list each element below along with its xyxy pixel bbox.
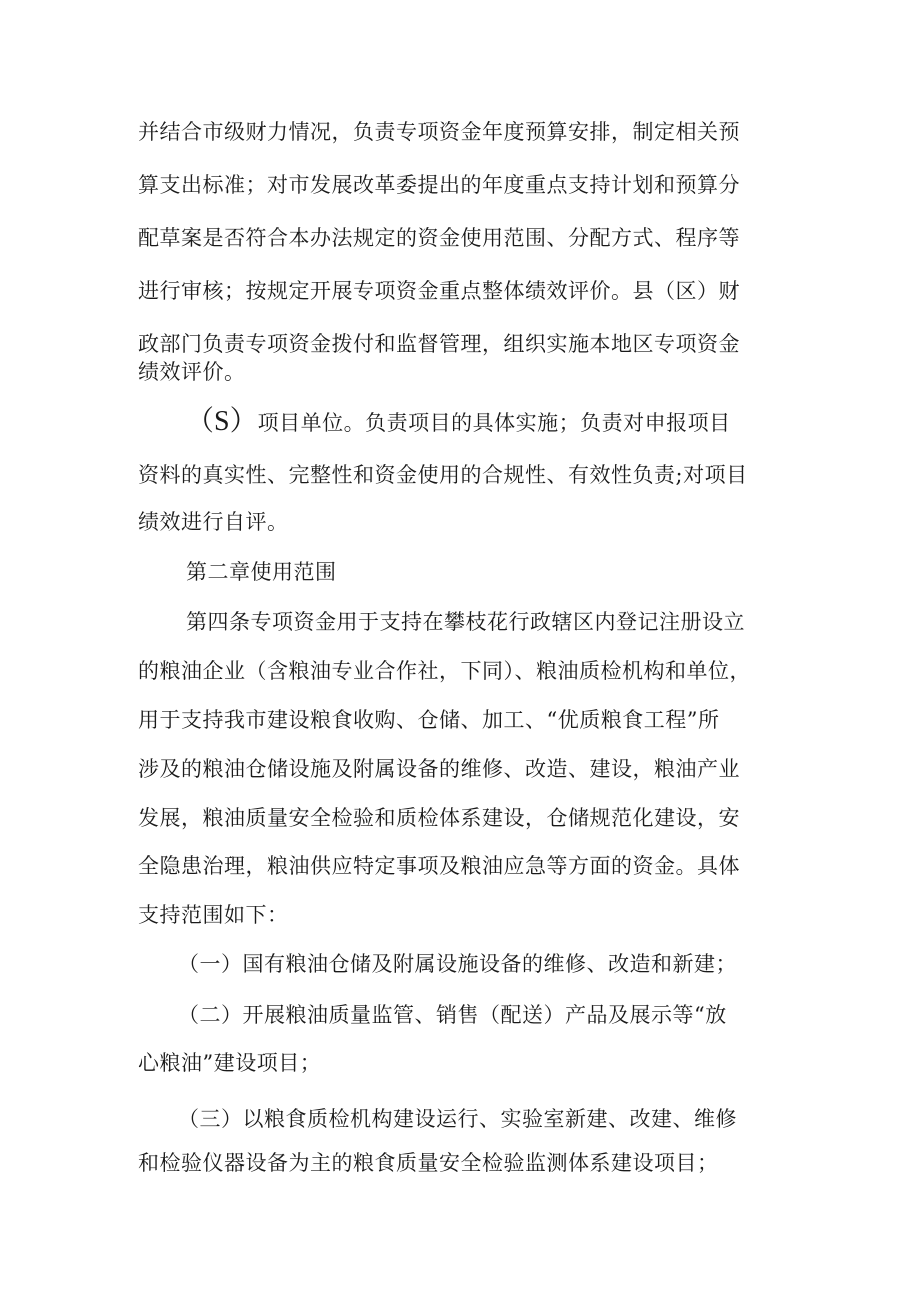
article-4-line-1: 第四条专项资金用于支持在攀枝花行政辖区内登记注册设立 bbox=[186, 610, 745, 634]
paragraph-2-line-1-text: 项目单位。负责项目的具体实施；负责对申报项目 bbox=[257, 411, 731, 435]
item-1-line-1: （一）国有粮油仓储及附属设施设备的维修、改造和新建； bbox=[178, 952, 737, 976]
article-4-line-7: 支持范围如下： bbox=[138, 903, 289, 927]
paragraph-1-line-3: 配草案是否符合本办法规定的资金使用范围、分配方式、程序等 bbox=[138, 226, 740, 250]
article-4-line-6: 全隐患治理，粮油供应特定事项及粮油应急等方面的资金。具体 bbox=[138, 854, 740, 878]
paragraph-1-line-4: 进行审核；按规定开展专项资金重点整体绩效评价。县（区）财 bbox=[138, 279, 740, 303]
paragraph-2-line-2: 资料的真实性、完整性和资金使用的合规性、有效性负责;对项目 bbox=[138, 463, 748, 487]
article-4-line-3: 用于支持我市建设粮食收购、仓储、加工、“优质粮食工程”所 bbox=[138, 708, 720, 732]
paragraph-2-line-1 bbox=[186, 408, 731, 437]
paragraph-2-line-3: 绩效进行自评。 bbox=[138, 510, 289, 534]
paragraph-1-line-1: 并结合市级财力情况，负责专项资金年度预算安排，制定相关预 bbox=[138, 120, 740, 144]
item-3-line-2: 和检验仪器设备为主的粮食质量安全检验监测体系建设项目； bbox=[138, 1151, 719, 1175]
paragraph-1-line-2: 算支出标准；对市发展改革委提出的年度重点支持计划和预算分 bbox=[138, 173, 740, 197]
chapter-heading: 第二章使用范围 bbox=[186, 560, 337, 584]
item-3-line-1: （三）以粮食质检机构建设运行、实验室新建、改建、维修 bbox=[178, 1107, 737, 1131]
paragraph-1-line-6: 绩效评价。 bbox=[138, 360, 246, 384]
article-4-line-2: 的粮油企业（含粮油专业合作社，下同）、粮油质检机构和单位， bbox=[138, 659, 751, 683]
item-2-line-1: （二）开展粮油质量监管、销售（配送）产品及展示等“放 bbox=[178, 1003, 727, 1027]
paragraph-1-line-5: 政部门负责专项资金拨付和监督管理，组织实施本地区专项资金 bbox=[138, 332, 740, 356]
article-4-line-4: 涉及的粮油仓储设施及附属设备的维修、改造、建设，粮油产业 bbox=[138, 757, 740, 781]
item-marker: （S） bbox=[186, 406, 258, 437]
item-2-line-2: 心粮油”建设项目； bbox=[138, 1051, 322, 1075]
article-4-line-5: 发展，粮油质量安全检验和质检体系建设，仓储规范化建设，安 bbox=[138, 806, 740, 830]
